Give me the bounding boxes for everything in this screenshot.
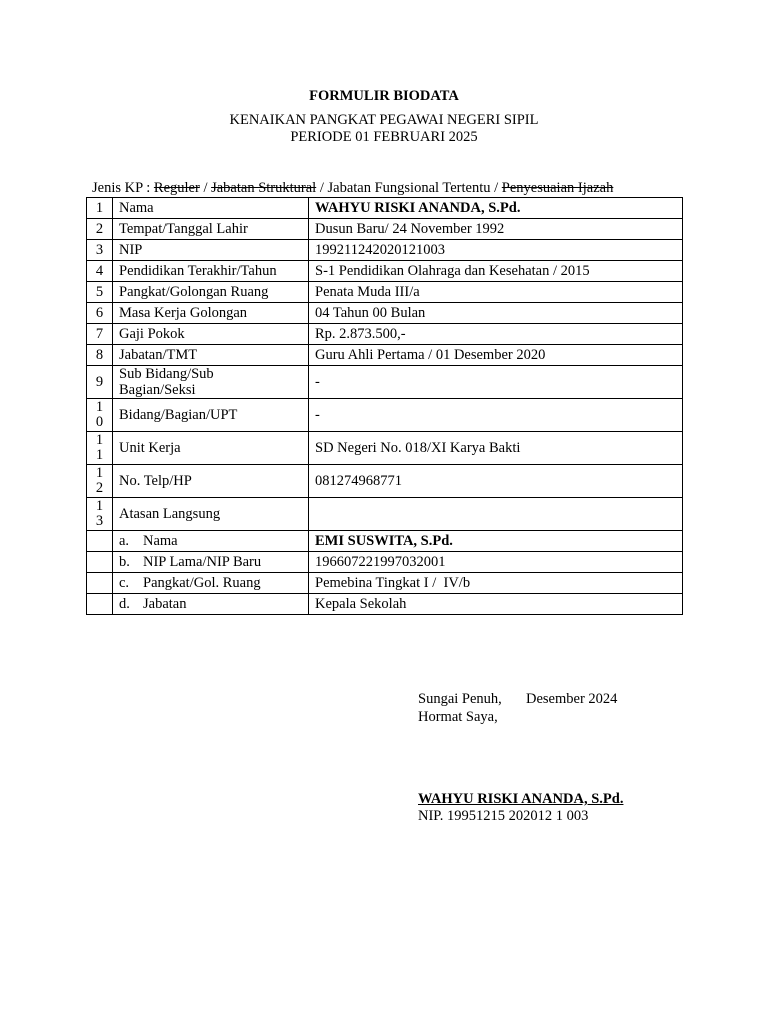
row-number-digit-1: 1 bbox=[95, 498, 104, 514]
row-value: 04 Tahun 00 Bulan bbox=[309, 303, 683, 324]
row-value: Penata Muda III/a bbox=[309, 282, 683, 303]
jenis-separator-1: / bbox=[199, 180, 212, 196]
table-row bbox=[87, 465, 683, 498]
sub-row-value: 196607221997032001 bbox=[309, 552, 683, 573]
signer-block bbox=[418, 791, 623, 825]
row-label: Tempat/Tanggal Lahir bbox=[113, 219, 309, 240]
row-label: Unit Kerja bbox=[113, 432, 309, 465]
sub-row-label bbox=[113, 531, 309, 552]
row-number-empty bbox=[87, 531, 113, 552]
row-number bbox=[87, 498, 113, 531]
sub-row-label bbox=[113, 594, 309, 615]
signature-place: Sungai Penuh, bbox=[418, 691, 502, 707]
subtitle-line-1: KENAIKAN PANGKAT PEGAWAI NEGERI SIPIL bbox=[229, 112, 539, 128]
signature-date: Desember 2024 bbox=[526, 691, 618, 707]
biodata-table bbox=[86, 197, 683, 615]
signature-date-block bbox=[418, 690, 617, 726]
table-row bbox=[87, 498, 683, 531]
row-label: Nama bbox=[113, 198, 309, 219]
row-label: No. Telp/HP bbox=[113, 465, 309, 498]
row-value: 199211242020121003 bbox=[309, 240, 683, 261]
table-row bbox=[87, 594, 683, 615]
table-row bbox=[87, 573, 683, 594]
row-label-line-2: Bagian/Seksi bbox=[119, 382, 196, 398]
row-number-digit-1: 1 bbox=[95, 465, 104, 481]
row-number: 2 bbox=[87, 219, 113, 240]
row-value: Rp. 2.873.500,- bbox=[309, 324, 683, 345]
row-value: SD Negeri No. 018/XI Karya Bakti bbox=[309, 432, 683, 465]
row-number bbox=[87, 432, 113, 465]
row-value bbox=[309, 498, 683, 531]
table-row bbox=[87, 324, 683, 345]
row-value: - bbox=[309, 399, 683, 432]
sub-row-value: EMI SUSWITA, S.Pd. bbox=[309, 531, 683, 552]
row-number: 6 bbox=[87, 303, 113, 324]
table-row bbox=[87, 282, 683, 303]
row-number-empty bbox=[87, 552, 113, 573]
sub-row-text: Nama bbox=[143, 533, 178, 549]
row-value: Guru Ahli Pertama / 01 Desember 2020 bbox=[309, 345, 683, 366]
row-number-empty bbox=[87, 594, 113, 615]
row-number: 5 bbox=[87, 282, 113, 303]
form-subtitle bbox=[0, 112, 768, 146]
row-number-digit-2: 3 bbox=[95, 513, 104, 529]
sub-row-text: Pangkat/Gol. Ruang bbox=[143, 575, 261, 591]
row-value: WAHYU RISKI ANANDA, S.Pd. bbox=[309, 198, 683, 219]
row-value: S-1 Pendidikan Olahraga dan Kesehatan / 2015 bbox=[309, 261, 683, 282]
row-number-digit-2: 0 bbox=[95, 414, 104, 430]
row-label: Pangkat/Golongan Ruang bbox=[113, 282, 309, 303]
sub-row-value: Pemebina Tingkat I / IV/b bbox=[309, 573, 683, 594]
row-number-digit-2: 2 bbox=[95, 480, 104, 496]
row-label: Atasan Langsung bbox=[113, 498, 309, 531]
table-row bbox=[87, 261, 683, 282]
table-row bbox=[87, 531, 683, 552]
table-row bbox=[87, 432, 683, 465]
row-number: 3 bbox=[87, 240, 113, 261]
row-number: 1 bbox=[87, 198, 113, 219]
row-label bbox=[113, 366, 309, 399]
row-number-digit-1: 1 bbox=[95, 432, 104, 448]
sub-row-value: Kepala Sekolah bbox=[309, 594, 683, 615]
row-value: Dusun Baru/ 24 November 1992 bbox=[309, 219, 683, 240]
table-row bbox=[87, 399, 683, 432]
row-number: 4 bbox=[87, 261, 113, 282]
sub-row-text: NIP Lama/NIP Baru bbox=[143, 554, 262, 570]
table-row bbox=[87, 345, 683, 366]
sub-row-letter: b. bbox=[119, 554, 130, 570]
jenis-kp-line bbox=[92, 180, 692, 197]
row-label: Pendidikan Terakhir/Tahun bbox=[113, 261, 309, 282]
sub-row-letter: a. bbox=[119, 533, 130, 549]
jenis-kp-prefix: Jenis KP : bbox=[92, 180, 154, 196]
row-number-digit-2: 1 bbox=[95, 447, 104, 463]
row-value: - bbox=[309, 366, 683, 399]
row-number bbox=[87, 465, 113, 498]
jenis-option-penyesuaian: Penyesuaian Ijazah bbox=[501, 180, 614, 196]
jenis-option-struktural: Jabatan Struktural bbox=[211, 180, 317, 196]
table-row bbox=[87, 219, 683, 240]
row-label: Gaji Pokok bbox=[113, 324, 309, 345]
jenis-option-fungsional: Jabatan Fungsional Tertentu bbox=[327, 180, 491, 196]
row-label: Bidang/Bagian/UPT bbox=[113, 399, 309, 432]
row-number: 7 bbox=[87, 324, 113, 345]
sub-row-label bbox=[113, 573, 309, 594]
sub-row-letter: c. bbox=[119, 575, 130, 591]
row-number: 8 bbox=[87, 345, 113, 366]
sub-row-letter: d. bbox=[119, 596, 130, 612]
jenis-option-reguler: Reguler bbox=[153, 180, 200, 196]
row-label: NIP bbox=[113, 240, 309, 261]
signature-closing: Hormat Saya, bbox=[418, 709, 498, 725]
subtitle-line-2: PERIODE 01 FEBRUARI 2025 bbox=[290, 129, 478, 145]
signature-place-date bbox=[418, 690, 617, 708]
sub-row-label bbox=[113, 552, 309, 573]
form-title: FORMULIR BIODATA bbox=[309, 88, 459, 104]
table-row bbox=[87, 240, 683, 261]
row-number-empty bbox=[87, 573, 113, 594]
table-row bbox=[87, 552, 683, 573]
table-row bbox=[87, 303, 683, 324]
row-label: Masa Kerja Golongan bbox=[113, 303, 309, 324]
row-number bbox=[87, 399, 113, 432]
row-number-digit-1: 1 bbox=[95, 399, 104, 415]
signer-nip: NIP. 19951215 202012 1 003 bbox=[418, 808, 589, 824]
signer-name: WAHYU RISKI ANANDA, S.Pd. bbox=[418, 791, 624, 807]
row-label-line-1: Sub Bidang/Sub bbox=[119, 366, 214, 382]
table-row bbox=[87, 366, 683, 399]
row-label: Jabatan/TMT bbox=[113, 345, 309, 366]
row-number: 9 bbox=[87, 366, 113, 399]
sub-row-text: Jabatan bbox=[143, 596, 187, 612]
row-value: 081274968771 bbox=[309, 465, 683, 498]
jenis-separator-3: / bbox=[490, 180, 502, 196]
table-row bbox=[87, 198, 683, 219]
jenis-separator-2: / bbox=[316, 180, 328, 196]
